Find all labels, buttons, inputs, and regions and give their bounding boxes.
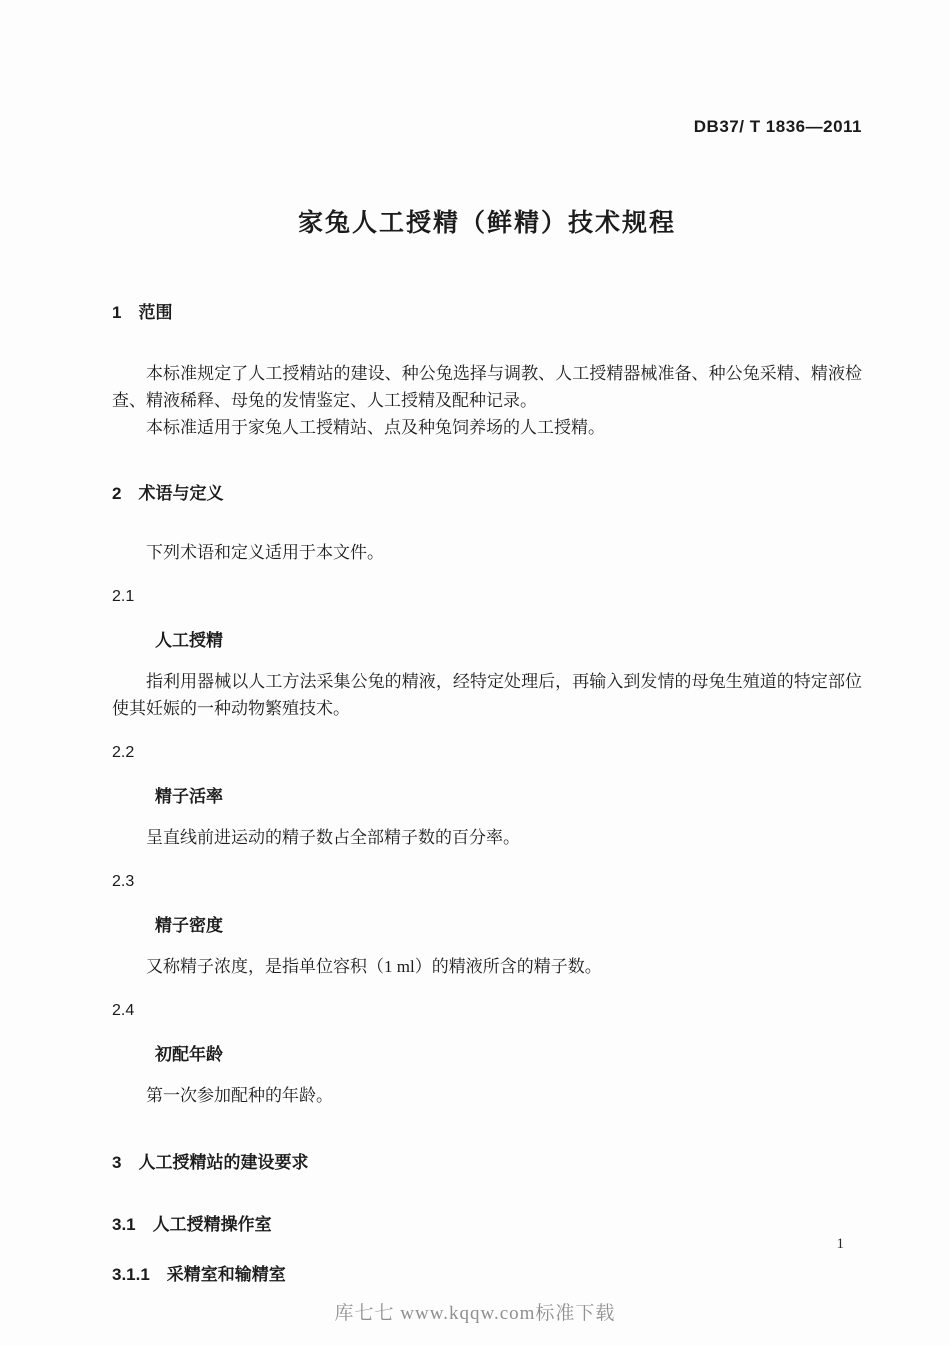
section-1-heading: 1 范围 [112, 303, 173, 322]
term-name: 人工授精 [155, 631, 223, 650]
term-definition: 第一次参加配种的年龄。 [146, 1086, 333, 1105]
term-number: 2.1 [112, 588, 135, 605]
term-number: 2.2 [112, 744, 135, 761]
term-block [112, 588, 862, 722]
term-block [112, 873, 862, 980]
scope-paragraph-2: 本标准适用于家兔人工授精站、点及种兔饲养场的人工授精。 [146, 418, 605, 437]
watermark-footer: 库七七 www.kqqw.com标准下载 [334, 1303, 616, 1324]
term-number: 2.3 [112, 873, 135, 890]
section-2-heading: 2 术语与定义 [112, 484, 224, 503]
document-title: 家兔人工授精（鲜精）技术规程 [297, 209, 676, 237]
term-definition: 指利用器械以人工方法采集公兔的精液，经特定处理后，再输入到发情的母兔生殖道的特定部位使其妊娠的一种动物繁殖技术。 [112, 672, 862, 718]
term-definition: 又称精子浓度，是指单位容积（1 ml）的精液所含的精子数。 [146, 957, 602, 976]
term-name: 初配年龄 [155, 1045, 223, 1064]
section-3-heading: 3 人工授精站的建设要求 [112, 1153, 309, 1172]
standard-number: DB37/ T 1836—2011 [693, 117, 862, 136]
term-number: 2.4 [112, 1002, 135, 1019]
term-block [112, 1002, 862, 1109]
term-name: 精子活率 [155, 787, 223, 806]
term-name: 精子密度 [155, 916, 223, 935]
term-block [112, 744, 862, 851]
scope-paragraph-1: 本标准规定了人工授精站的建设、种公兔选择与调教、人工授精器械准备、种公兔采精、精液检查、精液稀释、母兔的发情鉴定、人工授精及配种记录。 [112, 364, 862, 410]
terms-intro: 下列术语和定义适用于本文件。 [146, 543, 384, 562]
page-number: 1 [836, 1236, 844, 1252]
section-3-1-1-heading: 3.1.1 采精室和输精室 [112, 1265, 286, 1284]
term-definition: 呈直线前进运动的精子数占全部精子数的百分率。 [146, 828, 520, 847]
section-3-1-heading: 3.1 人工授精操作室 [112, 1215, 272, 1234]
